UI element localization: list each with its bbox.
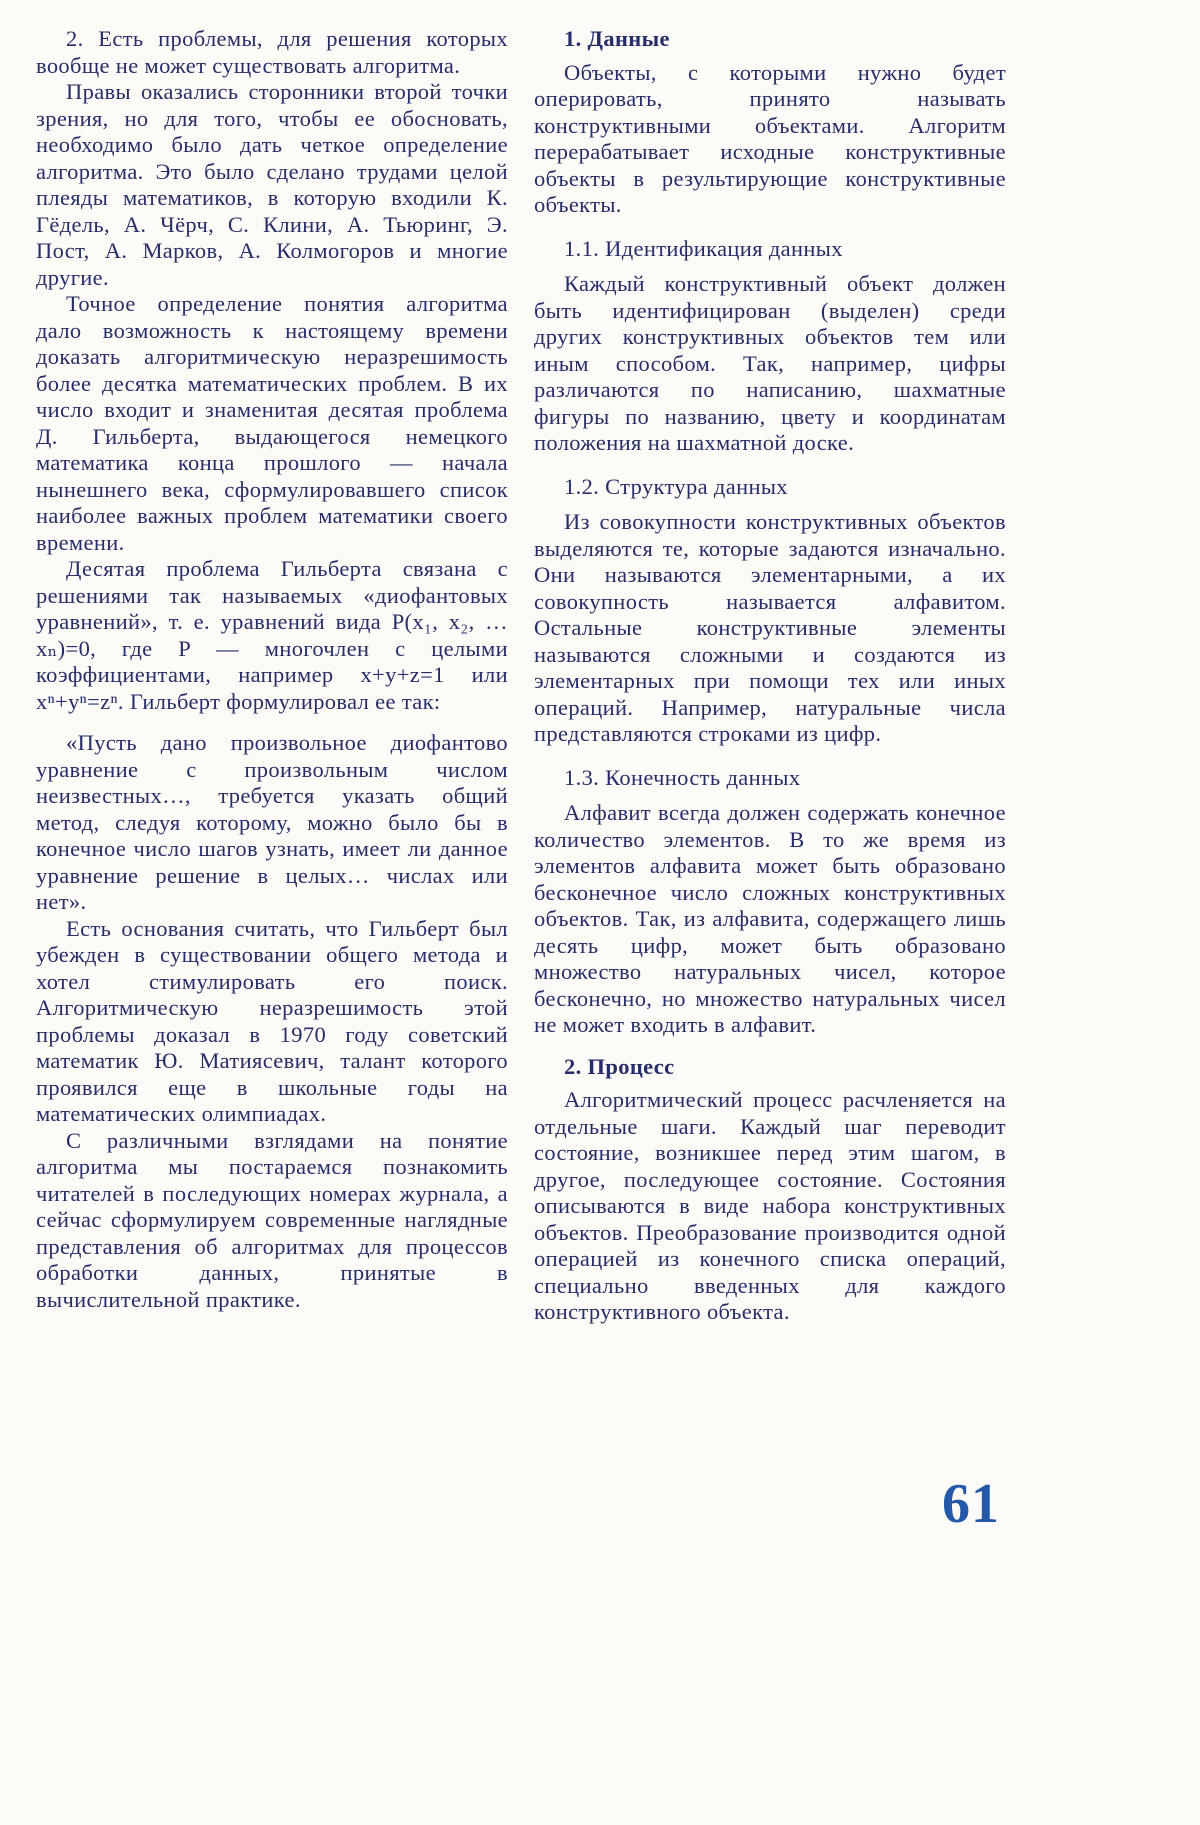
paragraph: «Пусть дано произвольное диофантово уравнение с произвольным числом неизвестных…, требуется указать общий метод, следуя которому, можно было бы в конечное число шагов узнать, имеет ли данное уравнение решение в целых… числах или нет». bbox=[36, 730, 508, 914]
left-column bbox=[36, 26, 508, 1326]
paragraph: Десятая проблема Гильберта связана с решениями так называемых «диофантовых уравнений», т. е. уравнений вида P(x₁, x₂, … xₙ)=0, где P — многочлен с целыми коэффициентами, например x+y+z=1 или xⁿ+yⁿ=zⁿ. Гильберт формулировал ее так: bbox=[36, 556, 508, 714]
section-heading: 1. Данные bbox=[564, 26, 670, 51]
right-column bbox=[534, 26, 1006, 1326]
paragraph: Из совокупности конструктивных объектов выделяются те, которые задаются изначально. Они называются элементарными, а их совокупность называется алфавитом. Остальные конструктивные элементы называются сложными и создаются из элементарных при помощи тех или иных операций. Например, натуральные числа представляются строками из цифр. bbox=[534, 509, 1006, 746]
paragraph: Объекты, с которыми нужно будет оперировать, принято называть конструктивными объектами. Алгоритм перерабатывает исходные конструктивные объекты в результирующие конструктивные объекты. bbox=[534, 59, 1006, 217]
paragraph: Каждый конструктивный объект должен быть идентифицирован (выделен) среди других конструктивных объектов тем или иным способом. Так, например, цифры различаются по написанию, шахматные фигуры по названию, цвету и координатам положения на шахматной доске. bbox=[534, 271, 1006, 455]
subsection-heading: 1.3. Конечность данных bbox=[564, 764, 801, 790]
subsection-heading: 1.2. Структура данных bbox=[564, 473, 788, 499]
paragraph: Алфавит всегда должен содержать конечное количество элементов. В то же время из элементов алфавита может быть образовано бесконечное число сложных конструктивных объектов. Так, из алфавита, содержащего лишь десять цифр, может быть образовано множество натуральных чисел, которое бесконечно, но множество натуральных чисел не может входить в алфавит. bbox=[534, 800, 1006, 1037]
subsection-heading: 1.1. Идентификация данных bbox=[564, 235, 843, 261]
page-number: 61 bbox=[942, 1473, 1000, 1535]
paragraph: Правы оказались сторонники второй точки зрения, но для того, чтобы ее обосновать, необходимо было дать четкое определение алгоритма. Это было сделано трудами целой плеяды математиков, в которую входили К. Гёдель, А. Чёрч, С. Клини, А. Тьюринг, Э. Пост, А. Марков, А. Колмогоров и многие другие. bbox=[36, 79, 508, 290]
paragraph: Алгоритмический процесс расчленяется на отдельные шаги. Каждый шаг переводит состояние, возникшее перед этим шагом, в другое, последующее состояние. Состояния описываются в виде набора конструктивных объектов. Преобразование производится одной операцией из конечного списка операций, специально введенных для каждого конструктивного объекта. bbox=[534, 1087, 1006, 1324]
section-heading: 2. Процесс bbox=[564, 1053, 675, 1079]
paragraph: С различными взглядами на понятие алгоритма мы постараемся познакомить читателей в последующих номерах журнала, а сейчас сформулируем современные наглядные представления об алгоритмах для процессов обработки данных, принятые в вычислительной практике. bbox=[36, 1127, 508, 1312]
two-column-layout bbox=[36, 26, 1006, 1326]
paragraph: Есть основания считать, что Гильберт был убежден в существовании общего метода и хотел стимулировать его поиск. Алгоритмическую неразрешимость этой проблемы доказал в 1970 году советский математик Ю. Матиясевич, талант которого проявился еще в школьные годы на математических олимпиадах. bbox=[36, 915, 508, 1126]
paragraph: Точное определение понятия алгоритма дало возможность к настоящему времени доказать алгоритмическую неразрешимость более десятка математических проблем. В их число входит и знаменитая десятая проблема Д. Гильберта, выдающегося немецкого математика конца прошлого — начала нынешнего века, сформулировавшего список наиболее важных проблем математики своего времени. bbox=[36, 291, 508, 555]
paragraph: 2. Есть проблемы, для решения которых вообще не может существовать алгоритма. bbox=[36, 26, 508, 78]
